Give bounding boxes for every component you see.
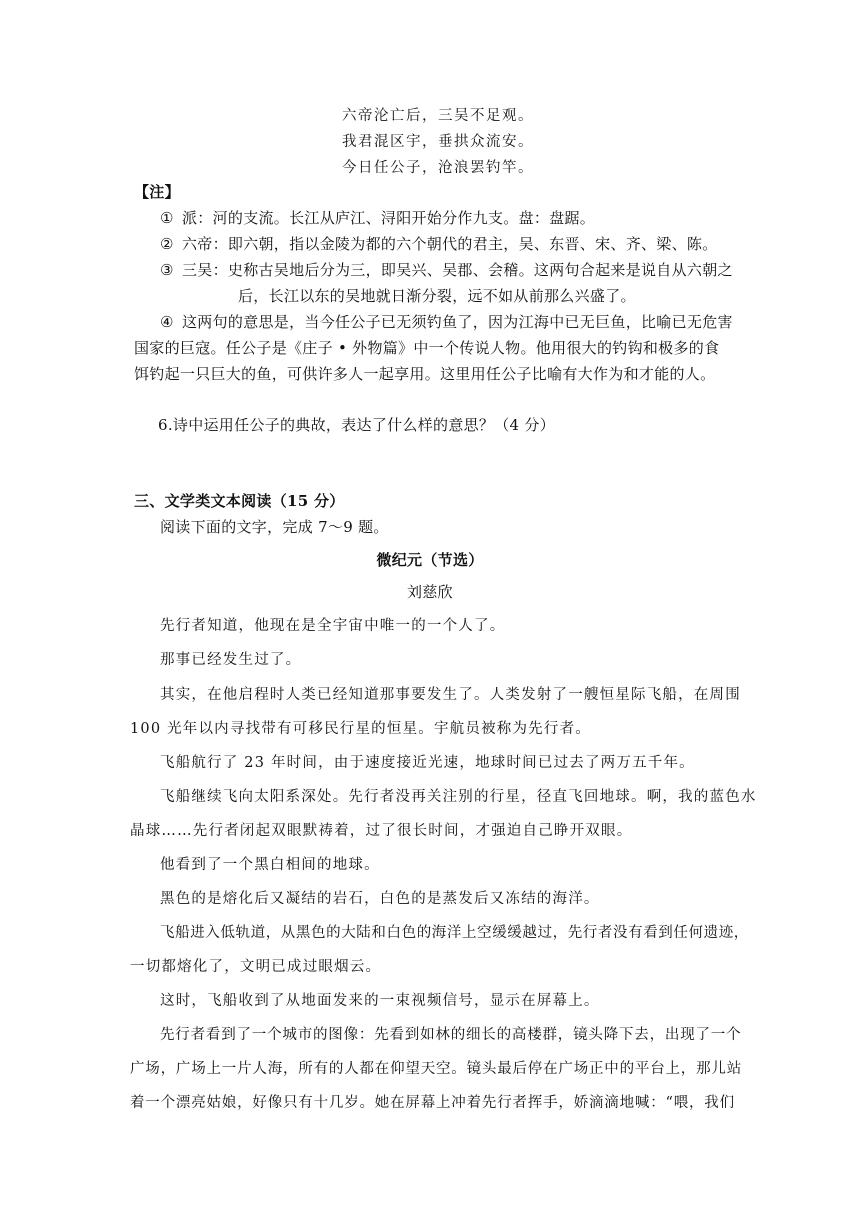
note-number: ① bbox=[160, 209, 174, 227]
story-line: 黑色的是熔化后又凝结的岩石，白色的是蒸发后又冻结的海洋。 bbox=[160, 891, 600, 907]
notes-heading: 【注】 bbox=[134, 183, 180, 201]
story-line: 这时，飞船收到了从地面发来的一束视频信号，显示在屏幕上。 bbox=[160, 993, 600, 1009]
story-line: 那事已经发生过了。 bbox=[160, 652, 302, 668]
note-item bbox=[160, 259, 733, 280]
note-number: ② bbox=[160, 235, 174, 253]
note-text-continued: 饵钓起一只巨大的鱼，可供许多人一起享用。这里用任公子比喻有大作为和才能的人。 bbox=[134, 365, 716, 383]
note-text: 三吴：史称古吴地后分为三，即吴兴、吴郡、会稽。这两句合起来是说自从六朝之 bbox=[182, 261, 733, 279]
story-line: 一切都熔化了，文明已成过眼烟云。 bbox=[130, 959, 382, 975]
note-number: ④ bbox=[160, 313, 174, 331]
note-item bbox=[160, 233, 718, 254]
question-6: 6.诗中运用任公子的典故，表达了什么样的意思？（4 分） bbox=[158, 416, 556, 434]
note-text: 这两句的意思是，当今任公子已无须钓鱼了，因为江海中已无巨鱼，比喻已无危害 bbox=[182, 313, 733, 331]
story-line: 其实，在他启程时人类已经知道那事要发生了。人类发射了一艘恒星际飞船，在周围 bbox=[160, 687, 741, 703]
poem-line: 我君混区宇，垂拱众流安。 bbox=[342, 134, 534, 150]
note-text: 派：河的支流。长江从庐江、浔阳开始分作九支。盘：盘踞。 bbox=[182, 209, 596, 227]
story-line: 广场，广场上一片人海，所有的人都在仰望天空。镜头最后停在广场正中的平台上，那儿站 bbox=[130, 1061, 742, 1077]
note-text-continued: 后，长江以东的吴地就日渐分裂，远不如从前那么兴盛了。 bbox=[238, 287, 636, 305]
note-text-continued: 国家的巨寇。任公子是《庄子 • 外物篇》中一个传说人物。他用很大的钓钩和极多的食 bbox=[134, 339, 720, 357]
story-title: 微纪元（节选） bbox=[376, 551, 484, 569]
story-line: 飞船进入低轨道，从黑色的大陆和白色的海洋上空缓缓越过，先行者没有看到任何遗迹， bbox=[160, 925, 749, 941]
note-text: 六帝：即六朝，指以金陵为都的六个朝代的君主，吴、东晋、宋、齐、梁、陈。 bbox=[182, 235, 718, 253]
story-line: 先行者看到了一个城市的图像：先看到如林的细长的高楼群，镜头降下去，出现了一个 bbox=[160, 1027, 742, 1043]
story-line: 他看到了一个黑白相间的地球。 bbox=[160, 857, 380, 873]
story-line: 飞船继续飞向太阳系深处。先行者没再关注别的行星，径直飞回地球。啊，我的蓝色水 bbox=[160, 789, 757, 805]
story-line: 100 光年以内寻找带有可移民行星的恒星。宇航员被称为先行者。 bbox=[130, 721, 591, 737]
note-number: ③ bbox=[160, 261, 174, 279]
poem-line: 六帝沦亡后，三吴不足观。 bbox=[342, 108, 534, 124]
poem-line: 今日任公子，沧浪罢钓竿。 bbox=[342, 160, 534, 176]
note-item bbox=[160, 311, 733, 332]
note-item bbox=[160, 207, 595, 228]
section-instruction: 阅读下面的文字，完成 7～9 题。 bbox=[160, 518, 389, 536]
story-author: 刘慈欣 bbox=[407, 583, 453, 601]
section-heading: 三、文学类文本阅读（15 分） bbox=[134, 492, 345, 510]
story-line: 飞船航行了 23 年时间，由于速度接近光速，地球时间已过去了两万五千年。 bbox=[160, 755, 695, 771]
story-line: 晶球……先行者闭起双眼默祷着，过了很长时间，才强迫自己睁开双眼。 bbox=[130, 823, 633, 839]
story-line: 先行者知道，他现在是全宇宙中唯一的一个人了。 bbox=[160, 618, 506, 634]
story-line: 着一个漂亮姑娘，好像只有十几岁。她在屏幕上冲着先行者挥手，娇滴滴地喊：“喂，我们 bbox=[130, 1095, 735, 1111]
